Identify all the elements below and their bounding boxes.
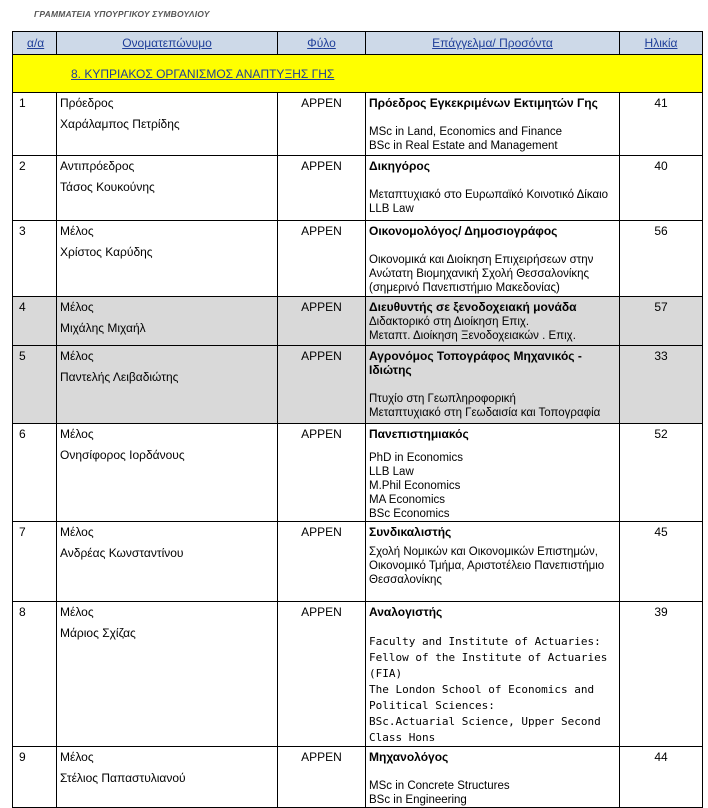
member-name: Μάριος Σχίζας: [60, 626, 136, 640]
qualification-line: Σχολή Νομικών και Οικονομικών Επιστημών,: [369, 546, 598, 558]
gender-cell: APPEN: [278, 346, 366, 424]
profession-title: Αγρονόμος Τοπογράφος Μηχανικός - Ιδιώτης: [369, 349, 582, 377]
table-header-row: [13, 32, 703, 55]
table-row: [13, 297, 703, 346]
row-number: 9: [13, 747, 57, 808]
qualifications: [369, 634, 619, 746]
age-cell: 39: [620, 602, 703, 747]
table-row: [13, 221, 703, 297]
profession-cell: [366, 424, 620, 522]
member-role: Μέλος: [60, 525, 94, 539]
name-cell: [57, 346, 278, 424]
member-name: Τάσος Κουκούνης: [60, 180, 155, 194]
qualification-line: BSc in Real Estate and Management: [369, 140, 558, 152]
qualifications: [369, 253, 619, 295]
gender-cell: APPEN: [278, 522, 366, 602]
gender-cell: APPEN: [278, 747, 366, 808]
table-row: [13, 747, 703, 808]
age-cell: 52: [620, 424, 703, 522]
member-role: Μέλος: [60, 605, 94, 619]
age-cell: 33: [620, 346, 703, 424]
column-header-name: Ονοματεπώνυμο: [57, 32, 278, 55]
profession-title: Μηχανολόγος: [369, 750, 449, 764]
gender-cell: APPEN: [278, 93, 366, 156]
member-name: Χρίστος Καρύδης: [60, 245, 153, 259]
qualification-line: Μεταπτ. Διοίκηση Ξενοδοχειακών . Επιχ.: [369, 330, 576, 342]
name-cell: [57, 221, 278, 297]
gender-cell: APPEN: [278, 156, 366, 221]
qualification-line: BSc.Actuarial Science, Upper Second: [369, 715, 601, 728]
row-number: 2: [13, 156, 57, 221]
row-number: 3: [13, 221, 57, 297]
member-role: Αντιπρόεδρος: [60, 159, 135, 173]
profession-cell: [366, 221, 620, 297]
profession-cell: [366, 522, 620, 602]
qualification-line: (σημερινό Πανεπιστήμιο Μακεδονίας): [369, 282, 560, 294]
name-cell: [57, 93, 278, 156]
profession-title: Πανεπιστημιακός: [369, 427, 469, 441]
qualification-line: LLB Law: [369, 203, 414, 215]
row-number: 8: [13, 602, 57, 747]
member-name: Παντελής Λειβαδιώτης: [60, 370, 179, 384]
row-number: 5: [13, 346, 57, 424]
qualification-line: The London School of Economics and: [369, 683, 595, 696]
table-row: [13, 346, 703, 424]
age-cell: 56: [620, 221, 703, 297]
section-cell: [13, 55, 703, 93]
table-row: [13, 602, 703, 747]
qualification-line: MSc in Concrete Structures: [369, 780, 510, 792]
profession-title: Συνδικαλιστής: [369, 525, 452, 539]
members-table: [12, 31, 703, 808]
qualifications: [369, 315, 619, 343]
age-cell: 44: [620, 747, 703, 808]
qualification-line: Θεσσαλονίκης: [369, 574, 442, 586]
name-cell: [57, 156, 278, 221]
qualifications: [369, 545, 619, 587]
qualification-line: LLB Law: [369, 466, 414, 478]
member-role: Μέλος: [60, 224, 94, 238]
qualification-line: Μεταπτυχιακό στο Ευρωπαϊκό Κοινοτικό Δίκαιο: [369, 189, 609, 201]
name-cell: [57, 602, 278, 747]
profession-cell: [366, 346, 620, 424]
qualifications: [369, 779, 619, 807]
qualification-line: Οικονομικό Τμήμα, Αριστοτέλειο Πανεπιστήμιο: [369, 560, 605, 572]
gender-cell: APPEN: [278, 297, 366, 346]
member-name: Μιχάλης Μιχαήλ: [60, 321, 146, 335]
column-header-profession: Επάγγελμα/ Προσόντα: [366, 32, 620, 55]
profession-title: Πρόεδρος Εγκεκριμένων Εκτιμητών Γης: [369, 96, 598, 110]
qualification-line: BSc in Engineering: [369, 794, 467, 806]
age-cell: 45: [620, 522, 703, 602]
qualification-line: Πτυχίο στη Γεωπληροφορική: [369, 393, 516, 405]
member-role: Μέλος: [60, 349, 94, 363]
gender-cell: APPEN: [278, 602, 366, 747]
profession-cell: [366, 297, 620, 346]
name-cell: [57, 297, 278, 346]
row-number: 6: [13, 424, 57, 522]
age-cell: 57: [620, 297, 703, 346]
column-header-gender: Φύλο: [278, 32, 366, 55]
qualification-line: Ανώτατη Βιομηχανική Σχολή Θεσσαλονίκης: [369, 268, 590, 280]
table-row: [13, 156, 703, 221]
row-number: 1: [13, 93, 57, 156]
age-cell: 40: [620, 156, 703, 221]
member-role: Μέλος: [60, 427, 94, 441]
member-name: Ανδρέας Κωνσταντίνου: [60, 546, 184, 560]
qualifications: [369, 451, 619, 521]
name-cell: [57, 522, 278, 602]
document-header: ΓΡΑΜΜΑΤΕΙΑ ΥΠΟΥΡΓΙΚΟΥ ΣΥΜΒΟΥΛΙΟΥ: [34, 9, 210, 19]
qualifications: [369, 188, 619, 216]
qualification-line: Οικονομικά και Διοίκηση Επιχειρήσεων στην: [369, 254, 594, 266]
profession-cell: [366, 156, 620, 221]
qualification-line: PhD in Economics: [369, 452, 463, 464]
gender-cell: APPEN: [278, 424, 366, 522]
qualifications: [369, 125, 619, 153]
member-role: Μέλος: [60, 750, 94, 764]
table-row: [13, 93, 703, 156]
age-cell: 41: [620, 93, 703, 156]
section-row: [13, 55, 703, 93]
member-name: Στέλιος Παπαστυλιανού: [60, 771, 186, 785]
profession-title: Διευθυντής σε ξενοδοχειακή μονάδα: [369, 300, 577, 314]
section-title: 8. ΚΥΠΡΙΑΚΟΣ ΟΡΓΑΝΙΣΜΟΣ ΑΝΑΠΤΥΞΗΣ ΓΗΣ: [71, 66, 335, 81]
qualification-line: Faculty and Institute of Actuaries:: [369, 635, 601, 648]
member-role: Μέλος: [60, 300, 94, 314]
profession-cell: [366, 93, 620, 156]
column-header-age: Ηλικία: [620, 32, 703, 55]
qualification-line: Μεταπτυχιακό στη Γεωδαισία και Τοπογραφία: [369, 407, 601, 419]
qualification-line: Political Sciences:: [369, 699, 495, 712]
qualification-line: M.Phil Economics: [369, 480, 461, 492]
row-number: 7: [13, 522, 57, 602]
member-name: Ονησίφορος Ιορδάνους: [60, 448, 185, 462]
column-header-number: α/α: [13, 32, 57, 55]
gender-cell: APPEN: [278, 221, 366, 297]
profession-cell: [366, 747, 620, 808]
qualification-line: MA Economics: [369, 494, 446, 506]
member-name: Χαράλαμπος Πετρίδης: [60, 117, 180, 131]
member-role: Πρόεδρος: [60, 96, 114, 110]
qualification-line: BSc Economics: [369, 508, 450, 520]
qualifications: [369, 392, 619, 420]
table-row: [13, 424, 703, 522]
name-cell: [57, 424, 278, 522]
qualification-line: Διδακτορικό στη Διοίκηση Επιχ.: [369, 316, 530, 328]
row-number: 4: [13, 297, 57, 346]
profession-cell: [366, 602, 620, 747]
profession-title: Οικονομολόγος/ Δημοσιογράφος: [369, 224, 558, 238]
profession-title: Αναλογιστής: [369, 605, 443, 619]
table-row: [13, 522, 703, 602]
profession-title: Δικηγόρος: [369, 159, 430, 173]
qualification-line: Fellow of the Institute of Actuaries (FIA): [369, 651, 608, 680]
name-cell: [57, 747, 278, 808]
qualification-line: Class Hons: [369, 731, 436, 744]
qualification-line: MSc in Land, Economics and Finance: [369, 126, 563, 138]
